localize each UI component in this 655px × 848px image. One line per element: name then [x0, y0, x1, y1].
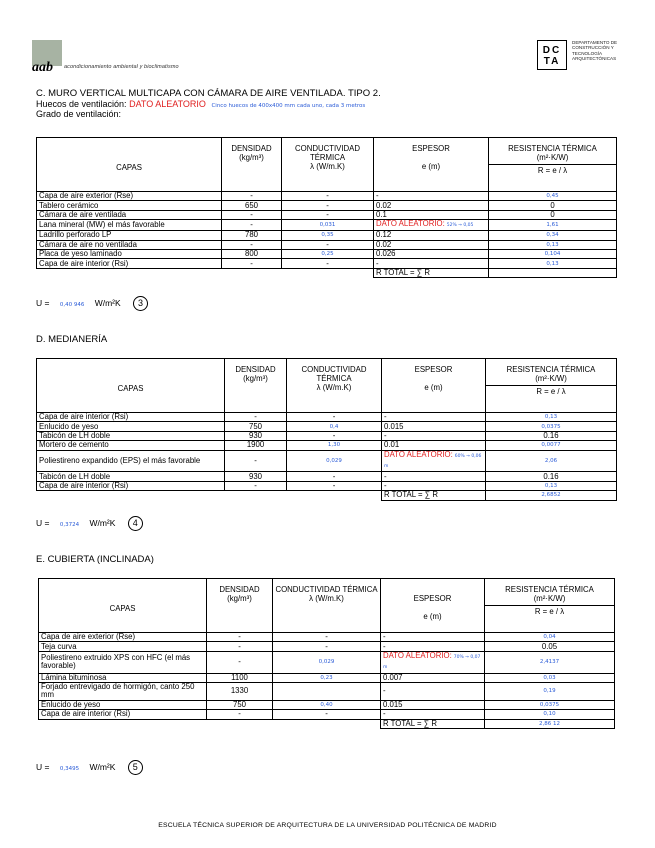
row-density: -: [207, 633, 273, 642]
circle-number-d: 4: [128, 516, 143, 531]
row-conductivity: 0,40: [273, 700, 381, 709]
row-resistance: 0,13: [489, 259, 617, 268]
row-layer-name: Poliestireno extruido XPS con HFC (el más favorable): [39, 651, 207, 673]
grado-label: Grado de ventilación:: [36, 109, 122, 119]
head-capas: CAPAS: [37, 359, 225, 413]
footer-text: ESCUELA TÉCNICA SUPERIOR DE ARQUITECTURA DE LA UNIVERSIDAD POLITÉCNICA DE MADRID: [158, 822, 497, 829]
row-thickness: -: [381, 633, 485, 642]
section-d-table: [36, 358, 617, 501]
head-resistencia: RESISTENCIA TÉRMICA (m²·K/W) R = e / λ: [486, 359, 617, 413]
head-resistencia: RESISTENCIA TÉRMICA (m²·K/W) R = e / λ: [489, 138, 617, 192]
rtotal-label: R TOTAL = ∑ R: [382, 491, 486, 500]
row-density: 650: [222, 201, 282, 210]
row-thickness: -: [374, 192, 489, 201]
table-row: [39, 642, 615, 651]
row-layer-name: Capa de aire interior (Rsi): [37, 413, 225, 422]
row-conductivity: -: [282, 192, 374, 201]
rtotal-label: R TOTAL = ∑ R: [381, 719, 485, 728]
table-row: [37, 259, 617, 268]
row-resistance: 0,04: [485, 633, 615, 642]
rtotal-label: R TOTAL = ∑ R: [374, 268, 489, 277]
row-resistance: 0: [489, 210, 617, 219]
row-thickness: -: [381, 642, 485, 651]
row-thickness: 0.007: [381, 673, 485, 682]
row-resistance: 0,03: [485, 673, 615, 682]
row-resistance: 0.05: [485, 642, 615, 651]
row-resistance: 0: [489, 201, 617, 210]
row-density: 930: [225, 431, 287, 440]
row-thickness: 0.02: [374, 240, 489, 249]
head-capas: CAPAS: [39, 579, 207, 633]
row-resistance: 0,13: [489, 240, 617, 249]
circle-number-c: 3: [133, 296, 148, 311]
row-resistance: 0,19: [485, 682, 615, 700]
table-row: [37, 422, 617, 431]
row-thickness: 0.1: [374, 210, 489, 219]
table-row: [37, 431, 617, 440]
huecos-value: DATO ALEATORIO: [129, 99, 206, 109]
row-layer-name: Mortero de cemento: [37, 441, 225, 450]
row-density: -: [225, 481, 287, 490]
row-density: -: [222, 210, 282, 219]
row-layer-name: Ladrillo perforado LP: [37, 231, 222, 240]
row-layer-name: Tablero cerámico: [37, 201, 222, 210]
row-resistance: 0,13: [486, 413, 617, 422]
table-row: [39, 633, 615, 642]
table-row: [37, 231, 617, 240]
row-conductivity: -: [273, 642, 381, 651]
rtotal-value: [489, 268, 617, 277]
u-value-d: 0,3724: [59, 522, 80, 528]
row-density: -: [222, 240, 282, 249]
head-espesor: ESPESOR e (m): [381, 579, 485, 633]
row-thickness: -: [382, 431, 486, 440]
logo-subtitle: acondicionamiento ambiental y bioclimatismo: [64, 64, 179, 70]
huecos-label: Huecos de ventilación:: [36, 99, 127, 109]
row-resistance: 1,61: [489, 220, 617, 231]
row-layer-name: Tabicón de LH doble: [37, 431, 225, 440]
row-conductivity: -: [287, 431, 382, 440]
dcta-subtitle: DEPARTAMENTO DE CONSTRUCCIÓN Y TECNOLOGÍA ARQUITECTÓNICAS: [572, 40, 618, 62]
row-conductivity: 0,35: [282, 231, 374, 240]
row-conductivity: 0,23: [273, 673, 381, 682]
table-row: [37, 201, 617, 210]
head-conductividad: CONDUCTIVIDAD TÉRMICA λ (W/m.K): [282, 138, 374, 192]
row-thickness: -: [381, 710, 485, 719]
row-resistance: 0,10: [485, 710, 615, 719]
row-conductivity: -: [287, 472, 382, 481]
huecos-line: [36, 99, 365, 109]
row-resistance: 2,4137: [485, 651, 615, 673]
row-thickness: 0.02: [374, 201, 489, 210]
row-thickness: DATO ALEATORIO: 60% → 0,06 m: [382, 450, 486, 472]
table-row: [37, 240, 617, 249]
row-conductivity: -: [287, 481, 382, 490]
row-conductivity: 1,30: [287, 441, 382, 450]
row-conductivity: -: [273, 633, 381, 642]
row-conductivity: -: [282, 201, 374, 210]
row-thickness: -: [381, 682, 485, 700]
u-value-c: 0,40 946: [59, 302, 85, 308]
row-conductivity: 0,029: [273, 651, 381, 673]
table-row: [37, 192, 617, 201]
row-density: -: [222, 220, 282, 231]
row-resistance: 0.16: [486, 472, 617, 481]
row-resistance: 0.16: [486, 431, 617, 440]
head-densidad: DENSIDAD (kg/m³): [222, 138, 282, 192]
u-line-c: U = 0,40 946 W/m²K 3: [36, 296, 148, 311]
table-row: [39, 651, 615, 673]
row-density: -: [225, 413, 287, 422]
row-density: -: [222, 192, 282, 201]
head-densidad: DENSIDAD (kg/m³): [225, 359, 287, 413]
table-row: [39, 673, 615, 682]
row-density: 1900: [225, 441, 287, 450]
row-thickness: -: [382, 472, 486, 481]
rtotal-value: 2,6852: [486, 491, 617, 500]
row-layer-name: Teja curva: [39, 642, 207, 651]
head-espesor: ESPESOR e (m): [382, 359, 486, 413]
table-row: [39, 710, 615, 719]
row-conductivity: [273, 682, 381, 700]
section-e-table: [38, 578, 615, 729]
thickness-handwriting: 52% → 0,05: [446, 223, 474, 229]
row-density: 780: [222, 231, 282, 240]
head-capas: CAPAS: [37, 138, 222, 192]
row-layer-name: Forjado entrevigado de hormigón, canto 250 mm: [39, 682, 207, 700]
row-density: 1100: [207, 673, 273, 682]
row-layer-name: Lana mineral (MW) el más favorable: [37, 220, 222, 231]
row-layer-name: Capa de aire exterior (Rse): [37, 192, 222, 201]
table-row: [37, 249, 617, 258]
thickness-handwriting: 60% → 0,06 m: [384, 453, 482, 469]
row-resistance: 0,104: [489, 249, 617, 258]
row-density: 800: [222, 249, 282, 258]
row-resistance: 0,13: [486, 481, 617, 490]
row-density: -: [225, 450, 287, 472]
row-conductivity: 0,25: [282, 249, 374, 258]
row-layer-name: Tabicón de LH doble: [37, 472, 225, 481]
head-densidad: DENSIDAD (kg/m³): [207, 579, 273, 633]
row-thickness: 0.015: [382, 422, 486, 431]
head-conductividad: CONDUCTIVIDAD TÉRMICA λ (W/m.K): [273, 579, 381, 633]
row-resistance: 0,0077: [486, 441, 617, 450]
table-row: [37, 220, 617, 231]
row-density: -: [207, 651, 273, 673]
row-density: 750: [207, 700, 273, 709]
dcta-logo: DC TA: [537, 40, 567, 70]
u-line-d: U = 0,3724 W/m²K 4: [36, 516, 143, 531]
table-row: [37, 450, 617, 472]
u-value-e: 0,3495: [59, 766, 80, 772]
section-d-title: D. MEDIANERÍA: [36, 334, 108, 345]
circle-number-e: 5: [128, 760, 143, 775]
row-resistance: 0,45: [489, 192, 617, 201]
row-thickness: DATO ALEATORIO: 70% → 0,07 m: [381, 651, 485, 673]
table-row: [39, 700, 615, 709]
table-row: [37, 472, 617, 481]
row-thickness: 0.026: [374, 249, 489, 258]
table-row: [37, 481, 617, 490]
row-thickness: 0.015: [381, 700, 485, 709]
row-layer-name: Cámara de aire no ventilada: [37, 240, 222, 249]
row-thickness: -: [374, 259, 489, 268]
row-resistance: 2,06: [486, 450, 617, 472]
thickness-handwriting: 70% → 0,07 m: [383, 654, 481, 671]
row-layer-name: Enlucido de yeso: [39, 700, 207, 709]
row-conductivity: -: [282, 240, 374, 249]
row-conductivity: 0,029: [287, 450, 382, 472]
row-layer-name: Capa de aire interior (Rsi): [37, 259, 222, 268]
row-layer-name: Capa de aire interior (Rsi): [39, 710, 207, 719]
row-layer-name: Placa de yeso laminado: [37, 249, 222, 258]
table-row: [37, 441, 617, 450]
row-thickness: DATO ALEATORIO: 52% → 0,05: [374, 220, 489, 231]
row-density: -: [207, 642, 273, 651]
row-conductivity: 0,031: [282, 220, 374, 231]
table-row: [37, 413, 617, 422]
logo-text: aab: [32, 60, 53, 75]
head-espesor: ESPESOR e (m): [374, 138, 489, 192]
section-e-title: E. CUBIERTA (INCLINADA): [36, 554, 154, 565]
row-density: -: [207, 710, 273, 719]
row-thickness: -: [382, 481, 486, 490]
head-conductividad: CONDUCTIVIDAD TÉRMICA λ (W/m.K): [287, 359, 382, 413]
row-density: 750: [225, 422, 287, 431]
row-resistance: 0,0375: [486, 422, 617, 431]
row-density: -: [222, 259, 282, 268]
table-row: [37, 210, 617, 219]
row-layer-name: Enlucido de yeso: [37, 422, 225, 431]
u-line-e: U = 0,3495 W/m²K 5: [36, 760, 143, 775]
row-conductivity: -: [287, 413, 382, 422]
row-thickness: 0.12: [374, 231, 489, 240]
rtotal-value: 2,86 12: [485, 719, 615, 728]
row-conductivity: -: [273, 710, 381, 719]
head-resistencia: RESISTENCIA TÉRMICA (m²·K/W) R = e / λ: [485, 579, 615, 633]
row-thickness: -: [382, 413, 486, 422]
row-layer-name: Poliestireno expandido (EPS) el más favorable: [37, 450, 225, 472]
row-resistance: 0,34: [489, 231, 617, 240]
row-density: 1330: [207, 682, 273, 700]
row-layer-name: Capa de aire interior (Rsi): [37, 481, 225, 490]
section-c-table: [36, 137, 617, 278]
huecos-handwriting: Cinco huecos de 400x400 mm cada uno, cada 3 metros: [211, 103, 366, 109]
row-conductivity: -: [282, 259, 374, 268]
row-thickness: 0.01: [382, 441, 486, 450]
row-layer-name: Cámara de aire ventilada: [37, 210, 222, 219]
section-c-title: C. MURO VERTICAL MULTICAPA CON CÁMARA DE AIRE VENTILADA. TIPO 2.: [36, 88, 381, 99]
row-conductivity: 0,4: [287, 422, 382, 431]
row-layer-name: Lámina bituminosa: [39, 673, 207, 682]
row-conductivity: -: [282, 210, 374, 219]
row-density: 930: [225, 472, 287, 481]
row-layer-name: Capa de aire exterior (Rse): [39, 633, 207, 642]
table-row: [39, 682, 615, 700]
row-resistance: 0,0375: [485, 700, 615, 709]
